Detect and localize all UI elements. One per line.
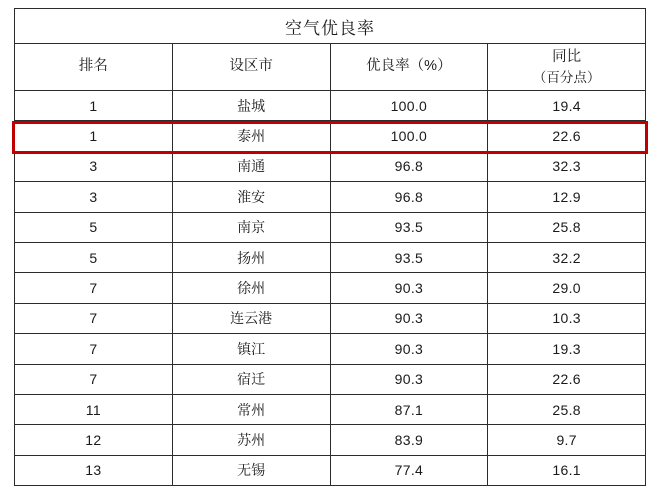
cell-yoy: 16.1: [488, 455, 646, 485]
cell-yoy: 12.9: [488, 182, 646, 212]
cell-rate: 83.9: [330, 425, 488, 455]
cell-rank: 12: [15, 425, 173, 455]
table-header-row: [15, 44, 646, 91]
table-body: [15, 9, 646, 486]
cell-city: 盐城: [172, 91, 330, 121]
cell-city: 连云港: [172, 303, 330, 333]
cell-city: 苏州: [172, 425, 330, 455]
column-header-rate: 优良率（%）: [330, 44, 488, 91]
cell-yoy: 25.8: [488, 394, 646, 424]
cell-rate: 96.8: [330, 182, 488, 212]
cell-rate: 93.5: [330, 242, 488, 272]
table-row: [15, 151, 646, 181]
cell-city: 扬州: [172, 242, 330, 272]
cell-rate: 90.3: [330, 273, 488, 303]
cell-city: 徐州: [172, 273, 330, 303]
cell-rank: 3: [15, 151, 173, 181]
cell-city: 常州: [172, 394, 330, 424]
table-title-row: [15, 9, 646, 44]
table-row: [15, 91, 646, 121]
cell-yoy: 10.3: [488, 303, 646, 333]
cell-rank: 13: [15, 455, 173, 485]
cell-rank: 7: [15, 303, 173, 333]
cell-yoy: 32.2: [488, 242, 646, 272]
cell-rank: 1: [15, 121, 173, 151]
table-row: [15, 425, 646, 455]
cell-rate: 90.3: [330, 334, 488, 364]
cell-yoy: 9.7: [488, 425, 646, 455]
cell-city: 南京: [172, 212, 330, 242]
cell-rank: 7: [15, 273, 173, 303]
cell-city: 南通: [172, 151, 330, 181]
cell-yoy: 25.8: [488, 212, 646, 242]
cell-city: 宿迁: [172, 364, 330, 394]
table-row: [15, 182, 646, 212]
cell-yoy: 19.3: [488, 334, 646, 364]
cell-city: 镇江: [172, 334, 330, 364]
cell-rate: 90.3: [330, 364, 488, 394]
cell-city: 无锡: [172, 455, 330, 485]
cell-rate: 100.0: [330, 121, 488, 151]
cell-rate: 87.1: [330, 394, 488, 424]
table-row: [15, 364, 646, 394]
table-row: [15, 212, 646, 242]
table-row: [15, 394, 646, 424]
table-row-highlighted: [15, 121, 646, 151]
cell-rank: 5: [15, 212, 173, 242]
cell-city: 淮安: [172, 182, 330, 212]
cell-yoy: 29.0: [488, 273, 646, 303]
table-row: [15, 455, 646, 485]
cell-rank: 5: [15, 242, 173, 272]
column-header-city: 设区市: [172, 44, 330, 91]
cell-rank: 11: [15, 394, 173, 424]
table-row: [15, 242, 646, 272]
air-quality-table-wrapper: [14, 8, 646, 486]
cell-yoy: 32.3: [488, 151, 646, 181]
cell-city: 泰州: [172, 121, 330, 151]
cell-rate: 96.8: [330, 151, 488, 181]
cell-yoy: 22.6: [488, 364, 646, 394]
cell-yoy: 22.6: [488, 121, 646, 151]
air-quality-table: [14, 8, 646, 486]
cell-rate: 93.5: [330, 212, 488, 242]
column-header-rank: 排名: [15, 44, 173, 91]
table-row: [15, 273, 646, 303]
column-header-yoy-main: 同比: [552, 48, 582, 65]
table-title: 空气优良率: [15, 9, 646, 44]
cell-rate: 100.0: [330, 91, 488, 121]
table-row: [15, 303, 646, 333]
cell-rank: 7: [15, 334, 173, 364]
column-header-yoy-sub: （百分点）: [532, 69, 601, 85]
cell-yoy: 19.4: [488, 91, 646, 121]
cell-rank: 7: [15, 364, 173, 394]
column-header-yoy: [488, 44, 646, 91]
cell-rank: 1: [15, 91, 173, 121]
cell-rank: 3: [15, 182, 173, 212]
table-row: [15, 334, 646, 364]
cell-rate: 90.3: [330, 303, 488, 333]
cell-rate: 77.4: [330, 455, 488, 485]
